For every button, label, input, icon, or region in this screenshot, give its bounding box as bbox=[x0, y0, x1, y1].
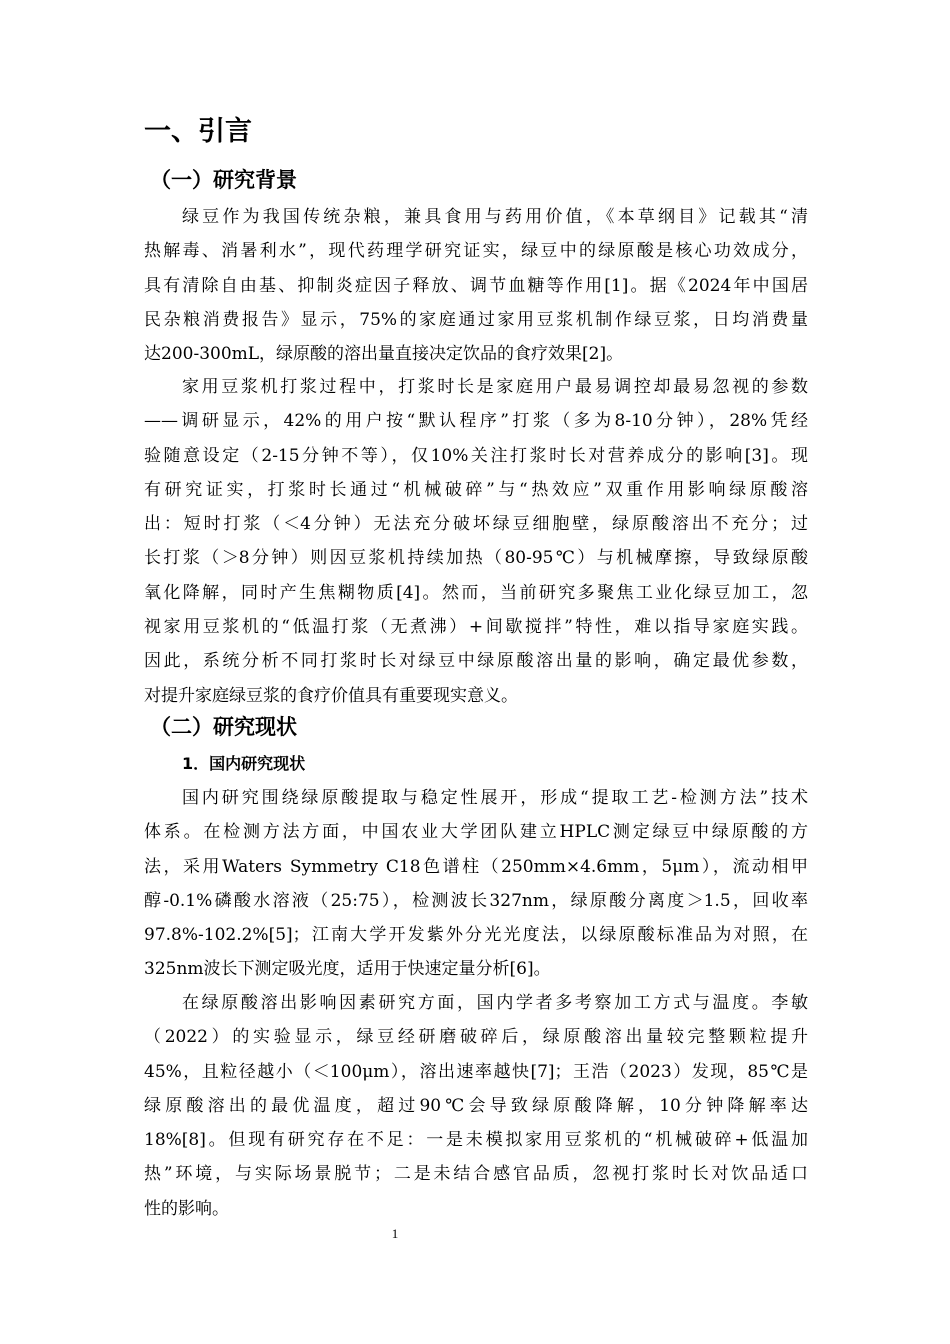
text-line: 氧化降解，同时产生焦糊物质[4]。然而，当前研究多聚焦工业化绿豆加工，忽 bbox=[144, 582, 808, 603]
text-line: 有研究证实，打浆时长通过“机械破碎”与“热效应”双重作用影响绿原酸溶 bbox=[144, 479, 808, 500]
heading-domestic-research: 1．国内研究现状 bbox=[182, 754, 306, 773]
text-line: 在绿原酸溶出影响因素研究方面，国内学者多考察加工方式与温度。李敏 bbox=[182, 993, 808, 1013]
text-line: 绿原酸溶出的最优温度，超过90℃会导致绿原酸降解，10分钟降解率达 bbox=[144, 1095, 808, 1116]
text-line: 45%，且粒径越小（＜100μm），溶出速率越快[7]；王浩（2023）发现，85℃是 bbox=[144, 1061, 808, 1082]
text-line: 达200-300mL，绿原酸的溶出量直接决定饮品的食疗效果[2]。 bbox=[144, 344, 624, 365]
text-line: 家用豆浆机打浆过程中，打浆时长是家庭用户最易调控却最易忽视的参数 bbox=[182, 377, 808, 397]
heading-research-background: （一）研究背景 bbox=[150, 168, 297, 192]
paragraph-background-1 bbox=[144, 200, 808, 371]
paragraph-domestic-1 bbox=[144, 781, 808, 987]
heading-introduction: 一、引言 bbox=[144, 116, 252, 147]
text-line: 325nm波长下测定吸光度，适用于快速定量分析[6]。 bbox=[144, 959, 551, 980]
text-line: 因此，系统分析不同打浆时长对绿豆中绿原酸溶出量的影响，确定最优参数， bbox=[144, 651, 808, 672]
text-line: 长打浆（＞8分钟）则因豆浆机持续加热（80-95℃）与机械摩擦，导致绿原酸 bbox=[144, 548, 808, 569]
heading-research-status: （二）研究现状 bbox=[150, 715, 297, 739]
text-line: 绿豆作为我国传统杂粮，兼具食用与药用价值，《本草纲目》记载其“清 bbox=[182, 207, 808, 227]
text-line: ——调研显示，42%的用户按“默认程序”打浆（多为8-10分钟），28%凭经 bbox=[144, 411, 808, 432]
text-line: 法，采用Waters Symmetry C18色谱柱（250mm×4.6mm，5μm），流动相甲 bbox=[144, 856, 808, 877]
paragraph-background-2 bbox=[144, 370, 808, 713]
text-line: 热解毒、消暑利水”，现代药理学研究证实，绿豆中的绿原酸是核心功效成分， bbox=[144, 241, 808, 262]
text-line: 醇-0.1%磷酸水溶液（25:75），检测波长327nm，绿原酸分离度＞1.5，回收率 bbox=[144, 890, 808, 911]
text-line: 18%[8]。但现有研究存在不足：一是未模拟家用豆浆机的“机械破碎+低温加 bbox=[144, 1130, 808, 1151]
text-line: 视家用豆浆机的“低温打浆（无煮沸）+间歇搅拌”特性，难以指导家庭实践。 bbox=[144, 617, 808, 638]
text-line: 性的影响。 bbox=[144, 1198, 229, 1219]
text-line: 验随意设定（2-15分钟不等），仅10%关注打浆时长对营养成分的影响[3]。现 bbox=[144, 445, 808, 466]
text-line: 热”环境，与实际场景脱节；二是未结合感官品质，忽视打浆时长对饮品适口 bbox=[144, 1164, 808, 1185]
text-line: 97.8%-102.2%[5]；江南大学开发紫外分光光度法，以绿原酸标准品为对照，在 bbox=[144, 925, 808, 946]
text-line: 民杂粮消费报告》显示，75%的家庭通过家用豆浆机制作绿豆浆，日均消费量 bbox=[144, 309, 808, 330]
text-line: 对提升家庭绿豆浆的食疗价值具有重要现实意义。 bbox=[144, 685, 518, 706]
paragraph-domestic-2 bbox=[144, 986, 808, 1226]
text-line: 国内研究围绕绿原酸提取与稳定性展开，形成“提取工艺-检测方法”技术 bbox=[182, 788, 808, 808]
text-line: 出：短时打浆（＜4分钟）无法充分破坏绿豆细胞壁，绿原酸溶出不充分；过 bbox=[144, 514, 808, 535]
page-number: 1 bbox=[391, 1226, 399, 1241]
text-line: （2022）的实验显示，绿豆经研磨破碎后，绿原酸溶出量较完整颗粒提升 bbox=[144, 1027, 808, 1048]
text-line: 体系。在检测方法方面，中国农业大学团队建立HPLC测定绿豆中绿原酸的方 bbox=[144, 822, 808, 843]
text-line: 具有清除自由基、抑制炎症因子释放、调节血糖等作用[1]。据《2024年中国居 bbox=[144, 275, 808, 296]
